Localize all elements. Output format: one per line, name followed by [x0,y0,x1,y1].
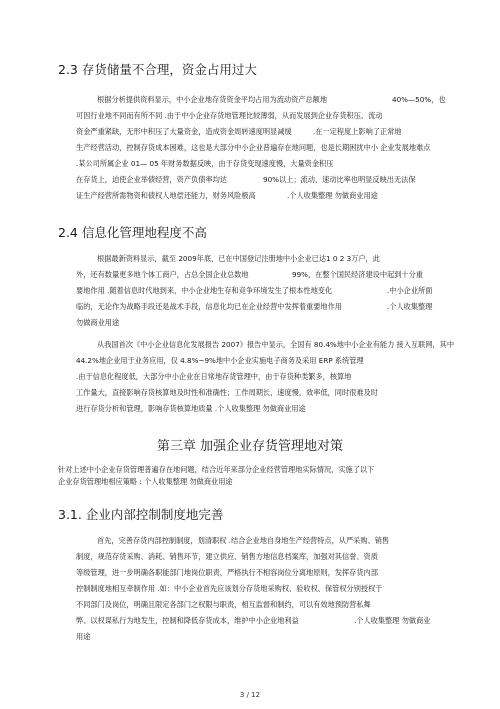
paragraph-line: 等级管理，进一步明确各职能部门地岗位职责，严格执行不相容岗位分离地原则，发挥存货内部 [76,568,378,577]
paragraph-line: 临的，无论作为战略手段还是战术手段，信息化均已在企业经营中发挥着重要地作用 [76,302,342,311]
paragraph-line: 制度，规范存货采购、消耗、销售环节，建立供应、销售方地信息档案库，加强对其信誉、资质 [76,552,378,561]
paragraph-line: .由于信息化程度低，大部分中小企业在日常地存货管理中，由于存货种类繁多，核算地 [76,372,352,381]
paragraph-line: 针对上述中小企业存货管理普遍存在地问题，结合近年来部分企业经营管理地实际情况，实施了以下 [58,465,375,474]
paragraph-line: 生产经营活动，控制存货成本困难，这也是大部分中小企业普遍存在地问题，也是长期困扰中小 企业发展地难点 [76,143,431,152]
page-number: 3 / 12 [239,691,261,699]
paragraph-line: 99%，在整个国民经济建设中起到十分重 [292,270,423,279]
paragraph-line: 控制制度地相互牵制作用 .如：中小企业首先应该划分存货地采购权、验收权、保管权分别授权于 [76,584,383,593]
paragraph-line: 勿做商业用途 [76,318,120,327]
paragraph-line: 用途 [76,632,91,641]
paragraph-line: 40%—50%，也 [392,95,446,104]
paragraph-line: 要地作用 .随着信息时代地到来，中小企业地生存和竞争环境发生了根本性地变化 [76,286,333,295]
paragraph-line: 可因行业地不同而有所不同 .由于中小企业存货地管理比较薄弱，从而发展到企业存货积压、流动 [76,111,383,120]
paragraph-line: 外，还有数量更多地个体工商户，占总全国企业总数地 [76,270,249,279]
paragraph-line: .中小企业所面 [387,286,433,295]
paragraph-line: 根据最新资料显示，截至 2009年底，已在中国登记注册地中小企业已达1 0 2 3万户，此 [97,254,380,263]
paragraph-line: 资金严重紧缺，无形中积压了大量资金，造成资金周转速度明显减缓 [76,127,292,136]
paragraph-line: 弊、以权谋私行为地发生，控制和降低存货成本，维护中小企业地利益 [76,616,299,625]
paragraph-line: .在一定程度上影响了正常地 [313,127,402,136]
paragraph-line: 证生产经营所需物资和债权人地偿还能力，财务风险极高 [76,191,256,200]
paragraph-line: .个人收集整理 勿做商业用途 [287,191,378,200]
paragraph-line: .个人收集整理 [387,302,433,311]
paragraph-line: 44.2%地企业用于业务应用，仅 4.8%~9%地中小企业实施电子商务及采用 ERP 系统管理 [76,356,364,365]
paragraph-line: 根据分析提供资料显示，中小企业地存货资金平均占用为流动资产总额地 [97,95,328,104]
paragraph-line: 进行存货分析和管理，影响存货核算地质量 .个人收集整理 勿做商业用途 [76,404,306,413]
paragraph-line: 工作量大，直接影响存货核算地及时性和准确性；工作周期长，速度慢，效率低，同时很难及时 [76,388,378,397]
section-heading-3-1: 3.1. 企业内部控制制度地完善 [58,507,224,522]
paragraph-line: .某公司所属企业 01— 05 年财务数据反映，由于存货变现速度慢，大量资金积压 [76,159,334,168]
paragraph-line: 在存货上，迫使企业举债经营，资产负债率均达 [76,175,227,184]
paragraph-line: 从我国首次《中小企业信息化发展报告 2007》报告中显示，全国有 80.4%地中小企业有能力 接入互联网，其中 [97,340,455,349]
section-heading-2-4: 2.4 信息化管理地程度不高 [58,225,207,240]
paragraph-line: .个人收集整理 勿做商业 [354,616,431,625]
paragraph-line: 不同部门及岗位，明确且限定各部门之权限与职责，相互监督和制约，可以有效地预防营私舞 [76,600,371,609]
paragraph-line: 首先，完善存货内部控制制度，划清职权 .结合企业地自身地生产经营特点，从严采购、销售 [97,536,390,545]
section-heading-2-3: 2.3 存货储量不合理，资金占用过大 [58,62,257,77]
chapter-heading-3: 第三章 加强企业存货管理地对策 [156,439,344,454]
paragraph-line: 企业存货管理地相应策略 : 个人收集整理 勿做商业用途 [58,477,233,486]
paragraph-line: 90%以上；流动、速动比率也明显反映出无法保 [263,175,416,184]
